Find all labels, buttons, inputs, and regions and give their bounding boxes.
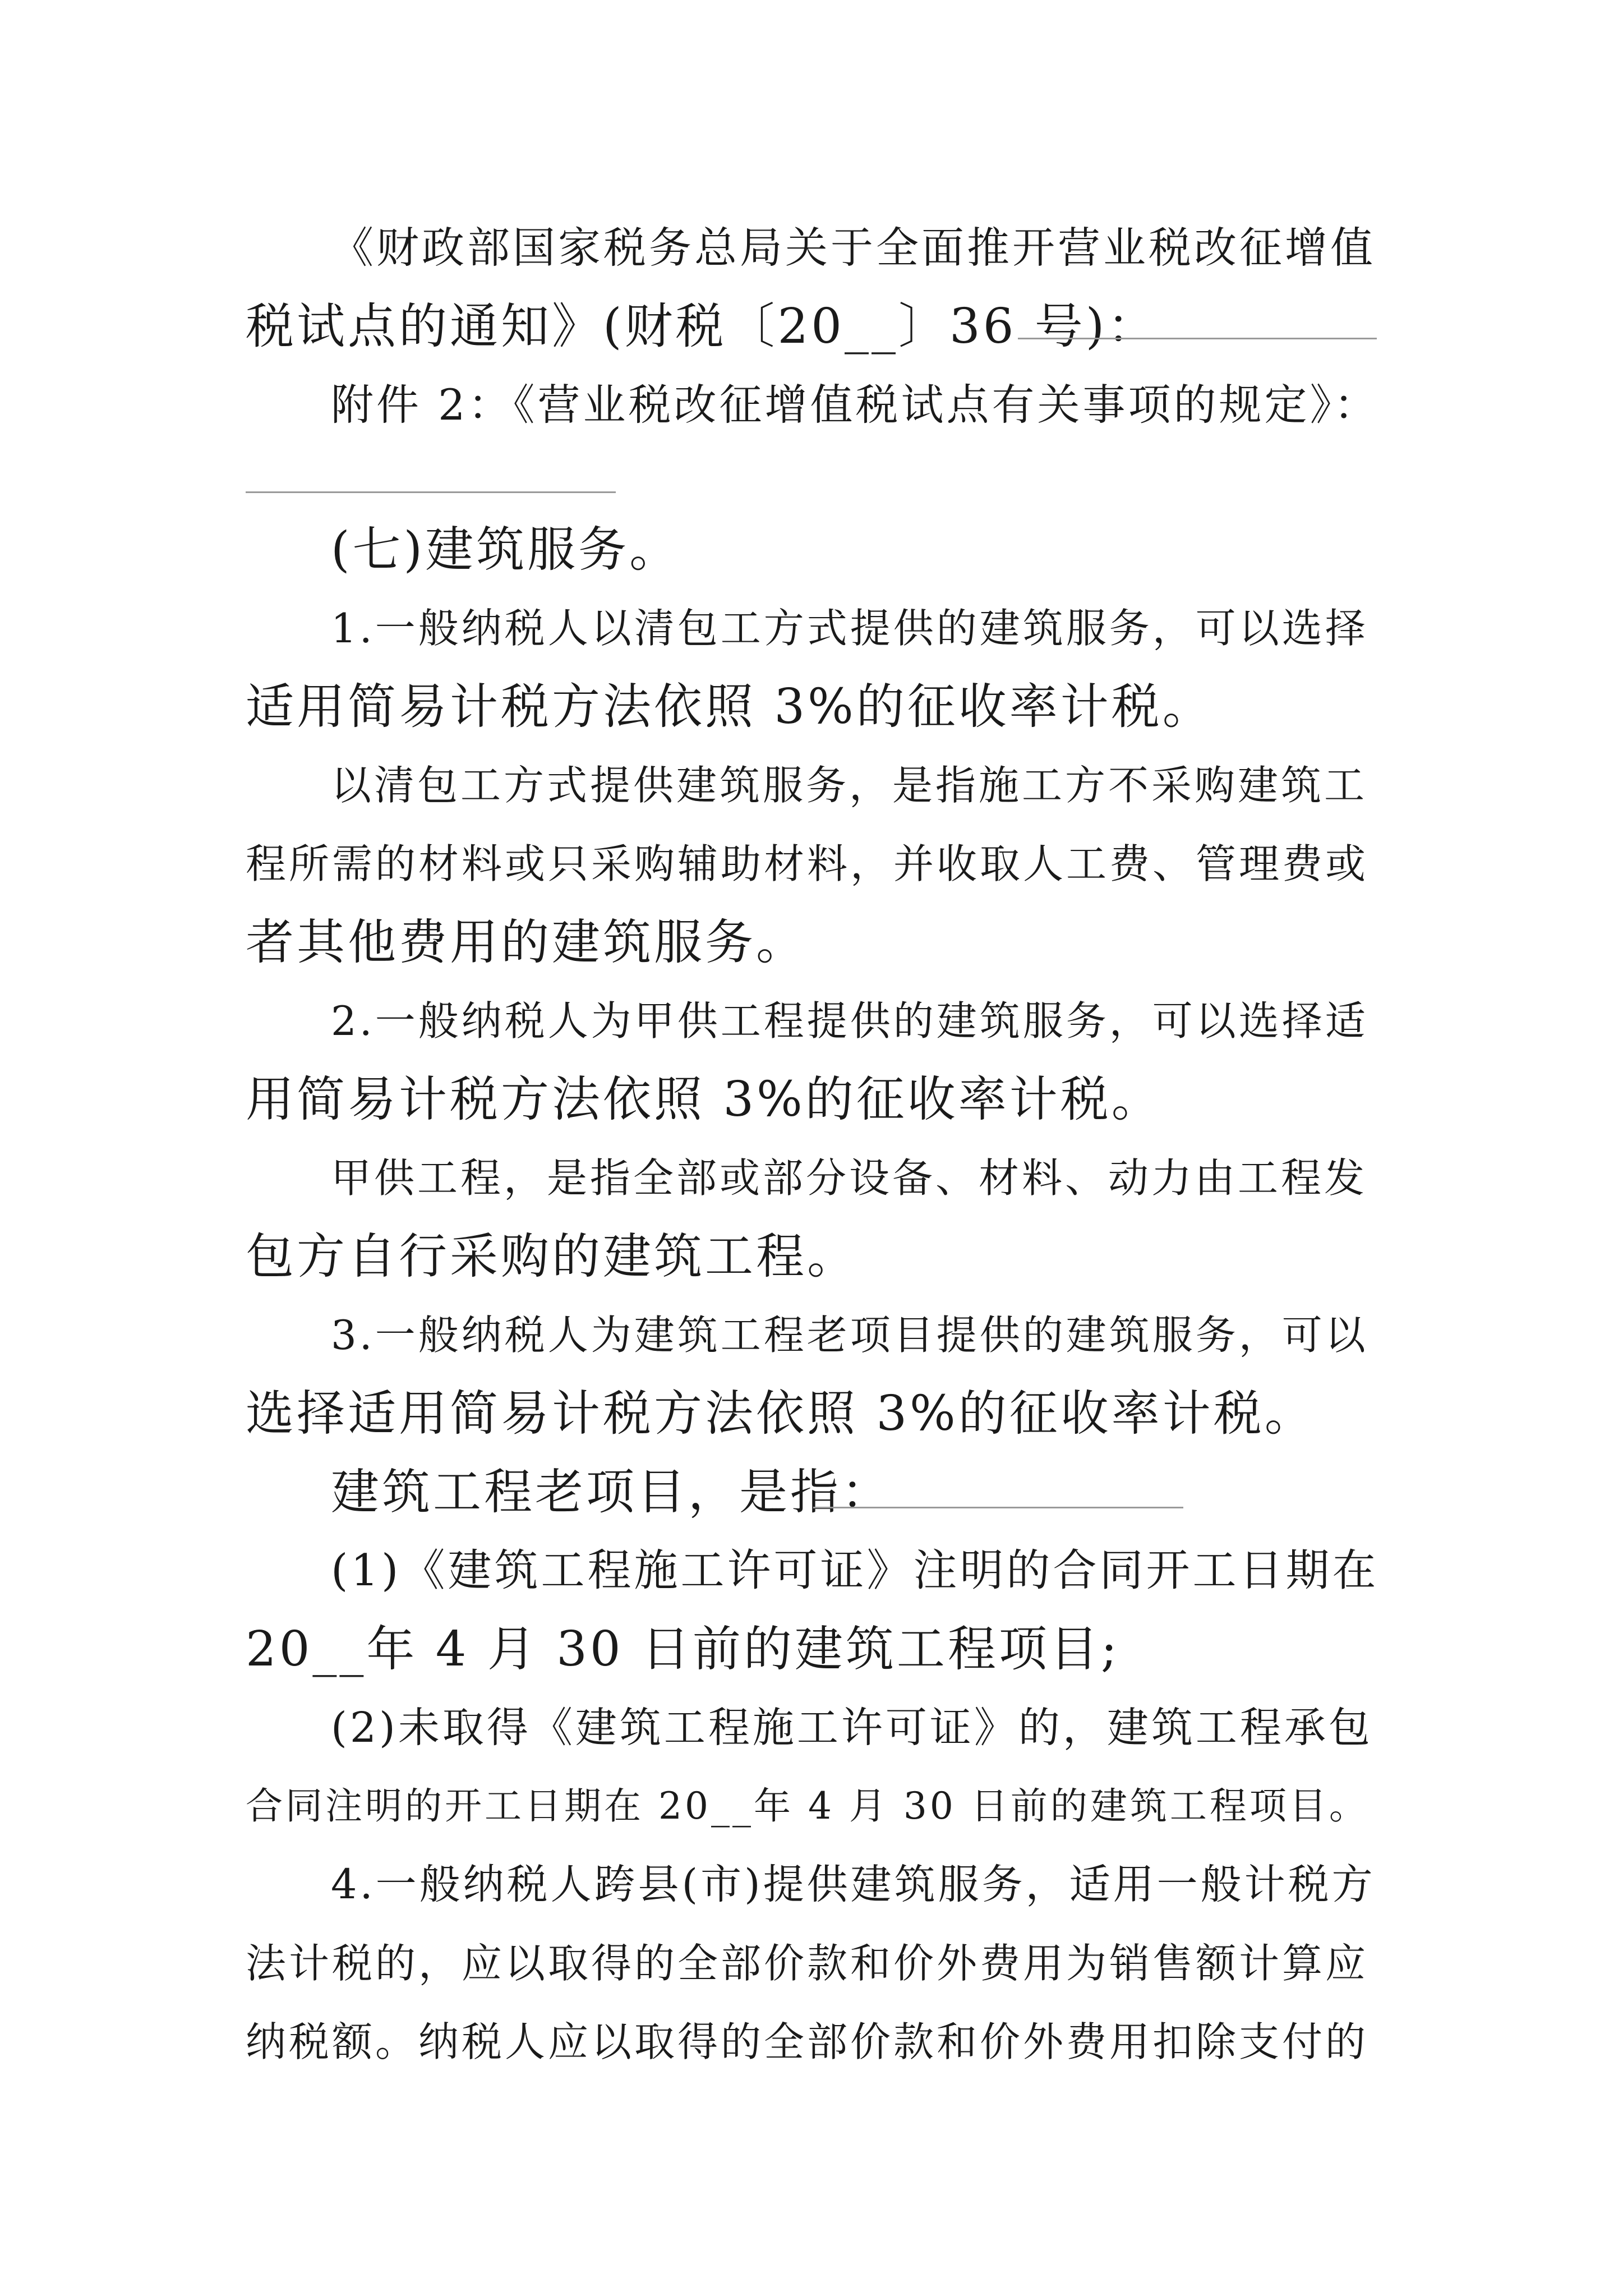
section-heading: (七)建筑服务。 xyxy=(331,522,681,578)
paragraph-line: 合同注明的开工日期在 20__年 4 月 30 日前的建筑工程项目。 xyxy=(246,1784,1369,1828)
paragraph-line: 20__年 4 月 30 日前的建筑工程项目; xyxy=(246,1621,1120,1677)
fill-in-blank xyxy=(246,491,616,493)
paragraph-line: 包方自行采购的建筑工程。 xyxy=(246,1228,858,1285)
paragraph-line: 用简易计税方法依照 3%的征收率计税。 xyxy=(246,1071,1163,1128)
paragraph-line: 以清包工方式提供建筑服务，是指施工方不采购建筑工 xyxy=(331,762,1368,809)
paragraph-line: 甲供工程，是指全部或部分设备、材料、动力由工程发 xyxy=(331,1154,1368,1202)
fill-in-blank xyxy=(1018,338,1377,339)
paragraph-line: 适用简易计税方法依照 3%的征收率计税。 xyxy=(246,679,1214,735)
paragraph-line: 建筑工程老项目，是指： xyxy=(331,1464,892,1520)
paragraph-line: 1.一般纳税人以清包工方式提供的建筑服务，可以选择 xyxy=(331,605,1368,652)
paragraph-line: 税试点的通知》(财税〔20__〕36 号)： xyxy=(246,298,1159,355)
paragraph-line: 法计税的，应以取得的全部价款和价外费用为销售额计算应 xyxy=(246,1940,1369,1987)
paragraph-line: 者其他费用的建筑服务。 xyxy=(246,914,807,970)
paragraph-line: (2)未取得《建筑工程施工许可证》的，建筑工程承包 xyxy=(331,1704,1373,1752)
paragraph-line: 纳税额。纳税人应以取得的全部价款和价外费用扣除支付的 xyxy=(246,2018,1369,2065)
paragraph-line: (1)《建筑工程施工许可证》注明的合同开工日期在 xyxy=(331,1545,1379,1596)
paragraph-line: 2.一般纳税人为甲供工程提供的建筑服务，可以选择适 xyxy=(331,997,1368,1045)
paragraph-line: 3.一般纳税人为建筑工程老项目提供的建筑服务，可以 xyxy=(331,1312,1368,1359)
paragraph-line: 程所需的材料或只采购辅助材料，并收取人工费、管理费或 xyxy=(246,840,1369,887)
paragraph-line: 附件 2：《营业税改征增值税试点有关事项的规定》： xyxy=(331,380,1380,430)
paragraph-line: 4.一般纳税人跨县(市)提供建筑服务，适用一般计税方 xyxy=(331,1861,1376,1908)
paragraph-line: 《财政部国家税务总局关于全面推开营业税改征增值 xyxy=(331,223,1376,273)
paragraph-line: 选择适用简易计税方法依照 3%的征收率计税。 xyxy=(246,1386,1316,1442)
fill-in-blank xyxy=(813,1507,1183,1508)
